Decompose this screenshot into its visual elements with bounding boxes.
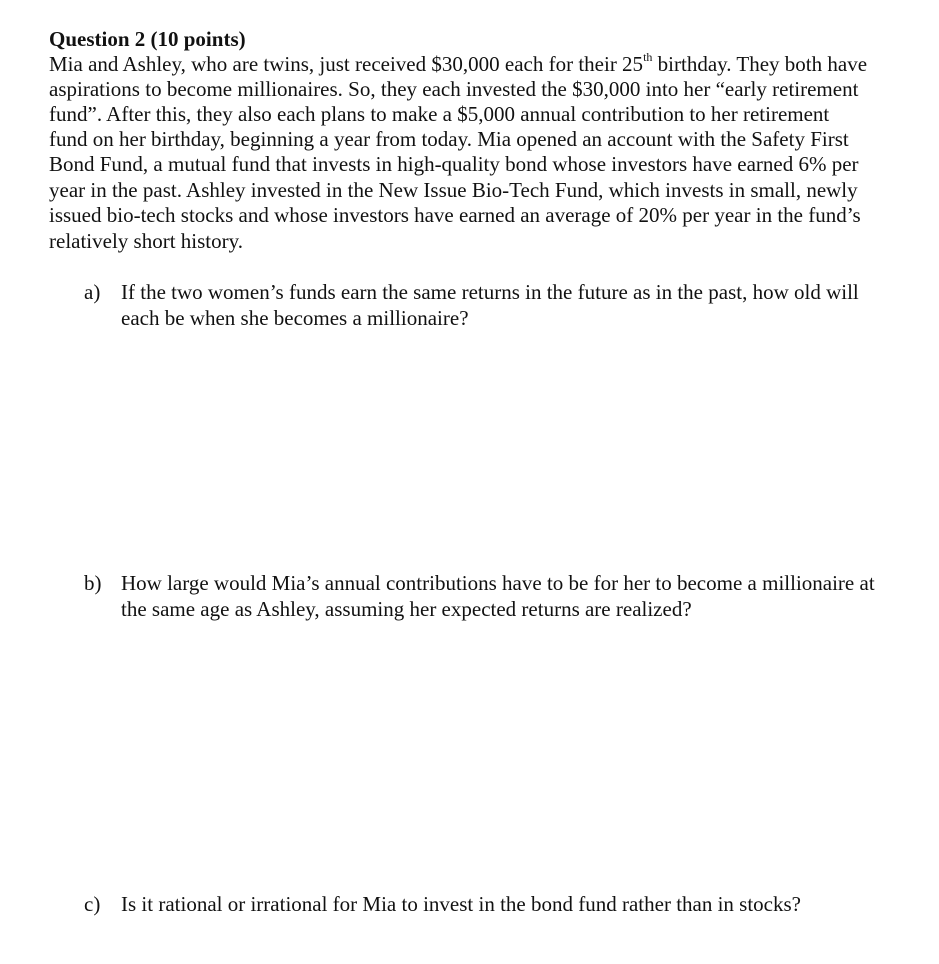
part-a-label: a) (84, 280, 101, 304)
intro-line-5: Bond Fund, a mutual fund that invests in high-quality bond whose investors have earned 6% per (49, 152, 859, 176)
part-b-line-1: How large would Mia’s annual contributions have to be for her to become a millionaire at (121, 571, 875, 595)
intro-line-1-end: birthday. They both have (652, 52, 868, 76)
part-c-label: c) (84, 892, 101, 916)
intro-line-4: fund on her birthday, beginning a year from today. Mia opened an account with the Safety First (49, 127, 849, 151)
intro-line-7: issued bio-tech stocks and whose investors have earned an average of 20% per year in the fund’s (49, 203, 861, 227)
intro-line-3: fund”. After this, they also each plans to make a $5,000 annual contribution to her retirement (49, 102, 830, 126)
question-title: Question 2 (10 points) (49, 27, 246, 51)
part-a-line-2: each be when she becomes a millionaire? (121, 306, 469, 330)
ordinal-suffix: th (643, 50, 653, 64)
intro-line-6: year in the past. Ashley invested in the New Issue Bio-Tech Fund, which invests in small, newly (49, 178, 858, 202)
intro-line-2: aspirations to become millionaires. So, they each invested the $30,000 into her “early retirement (49, 77, 859, 101)
part-a-line-1: If the two women’s funds earn the same returns in the future as in the past, how old will (121, 280, 859, 304)
part-b-label: b) (84, 571, 102, 595)
part-b-line-2: the same age as Ashley, assuming her expected returns are realized? (121, 597, 692, 621)
part-c-line-1: Is it rational or irrational for Mia to invest in the bond fund rather than in stocks? (121, 892, 801, 916)
intro-line-1-start: Mia and Ashley, who are twins, just received $30,000 each for their 25 (49, 52, 644, 76)
intro-line-8: relatively short history. (49, 229, 244, 253)
intro-line-1 (49, 52, 867, 77)
